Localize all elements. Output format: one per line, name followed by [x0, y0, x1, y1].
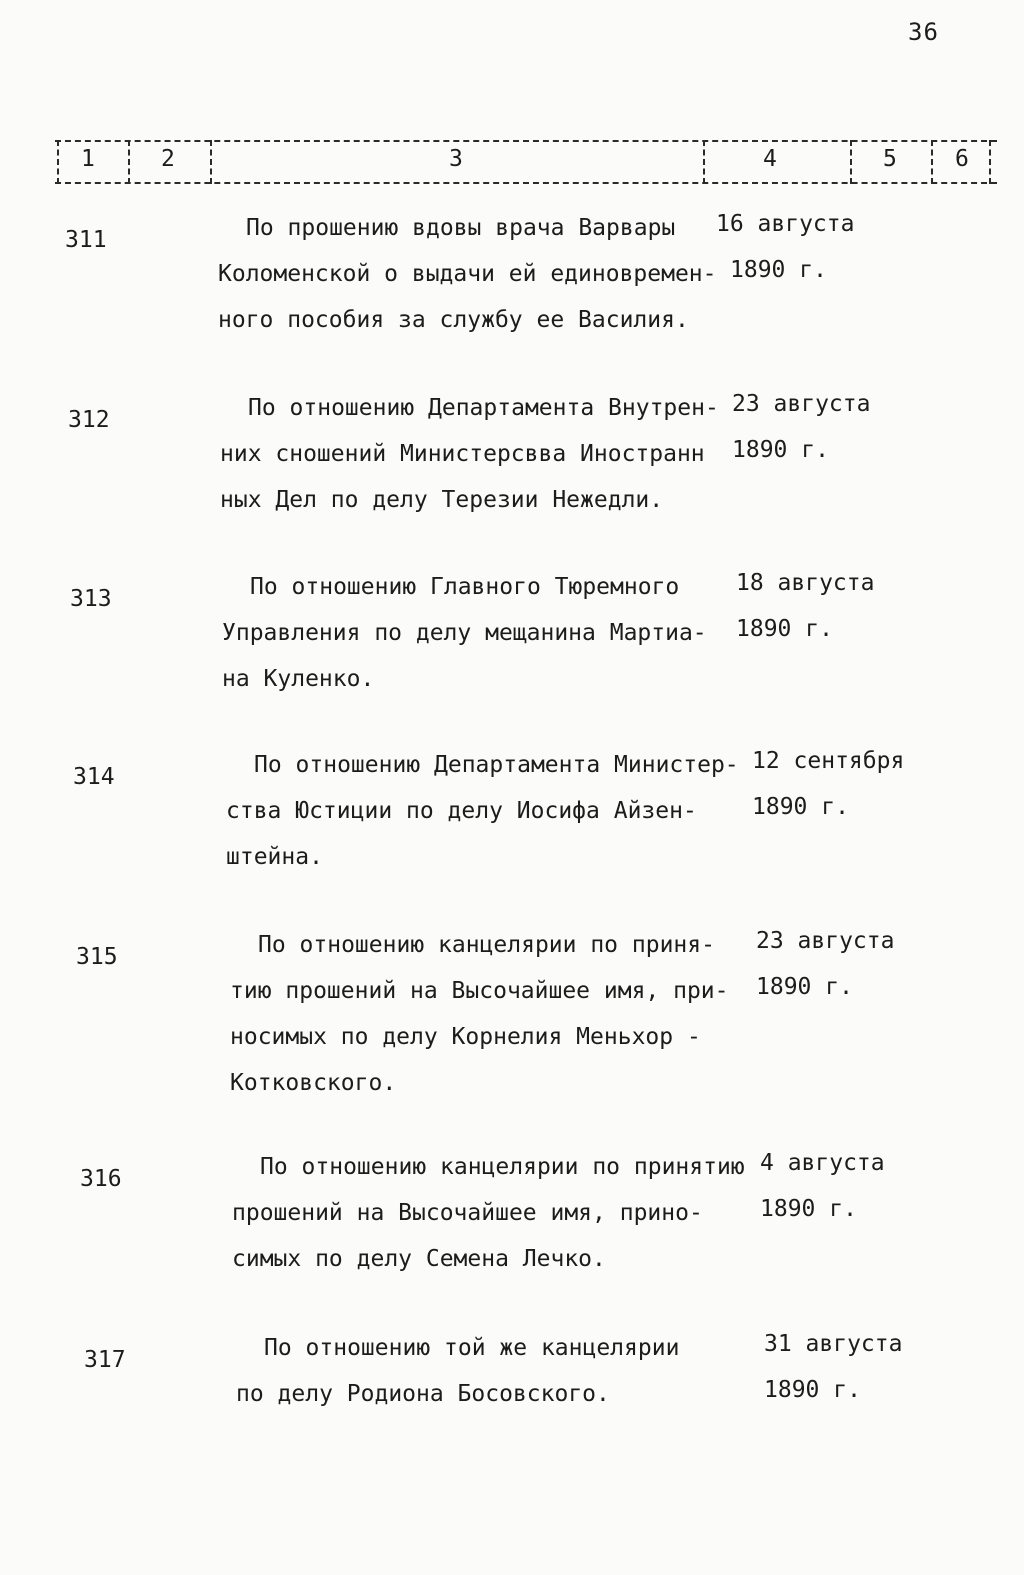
entry-number: 317	[84, 1347, 126, 1373]
entry-description	[218, 205, 717, 343]
entry-number: 313	[70, 586, 112, 612]
column-separator	[210, 140, 212, 184]
description-line: По отношению канцелярии по приня-	[258, 932, 715, 958]
date-line: 23 августа	[756, 928, 895, 954]
description-line: По отношению Департамента Внутрен-	[248, 395, 719, 421]
page-number: 36	[908, 18, 939, 46]
date-line: 1890 г.	[760, 1196, 857, 1222]
date-line: 1890 г.	[764, 1377, 861, 1403]
entry-description	[226, 742, 739, 880]
entry-date	[764, 1321, 902, 1413]
column-header-4: 4	[763, 146, 777, 172]
entry-date	[756, 918, 894, 1010]
column-header-5: 5	[883, 146, 897, 172]
date-line: 4 августа	[760, 1150, 885, 1176]
header-bottom-rule	[55, 182, 997, 184]
date-line: 1890 г.	[756, 974, 853, 1000]
entry-date	[736, 560, 874, 652]
description-line: прошений на Высочайшее имя, прино-	[232, 1200, 703, 1226]
column-separator	[850, 140, 852, 184]
entry-description	[236, 1325, 679, 1417]
table-header	[55, 136, 997, 188]
description-line: ного пособия за службу ее Василия.	[218, 307, 689, 333]
column-header-1: 1	[81, 146, 95, 172]
date-line: 16 августа	[716, 211, 855, 237]
description-line: по делу Родиона Босовского.	[236, 1381, 610, 1407]
entry-number: 312	[68, 407, 110, 433]
column-separator	[128, 140, 130, 184]
description-line: По отношению Главного Тюремного	[250, 574, 680, 600]
column-separator	[931, 140, 933, 184]
description-line: ных Дел по делу Терезии Нежедли.	[220, 487, 664, 513]
column-header-2: 2	[161, 146, 175, 172]
date-line: 1890 г.	[732, 437, 829, 463]
date-line: 23 августа	[732, 391, 871, 417]
entry-description	[232, 1144, 745, 1282]
description-line: По отношению Департамента Министер-	[254, 752, 739, 778]
entry-date	[732, 381, 870, 473]
entry-description	[230, 922, 729, 1106]
description-line: носимых по делу Корнелия Меньхор -	[230, 1024, 701, 1050]
column-separator	[57, 140, 59, 184]
date-line: 31 августа	[764, 1331, 903, 1357]
header-top-rule	[55, 140, 997, 142]
column-separator	[703, 140, 705, 184]
description-line: штейна.	[226, 844, 323, 870]
date-line: 18 августа	[736, 570, 875, 596]
entry-date	[752, 738, 904, 830]
column-header-6: 6	[955, 146, 969, 172]
description-line: По отношению той же канцелярии	[264, 1335, 680, 1361]
description-line: По отношению канцелярии по принятию	[260, 1154, 745, 1180]
column-header-3: 3	[449, 146, 463, 172]
entry-number: 311	[65, 227, 107, 253]
entry-description	[220, 385, 719, 523]
entry-description	[222, 564, 707, 702]
description-line: Управления по делу мещанина Мартиа-	[222, 620, 707, 646]
entry-number: 316	[80, 1166, 122, 1192]
column-separator	[989, 140, 991, 184]
description-line: симых по делу Семена Лечко.	[232, 1246, 606, 1272]
description-line: По прошению вдовы врача Варвары	[246, 215, 676, 241]
description-line: Котковского.	[230, 1070, 397, 1096]
date-line: 1890 г.	[736, 616, 833, 642]
entry-number: 314	[73, 764, 115, 790]
entry-date	[760, 1140, 885, 1232]
date-line: 12 сентября	[752, 748, 905, 774]
description-line: на Куленко.	[222, 666, 375, 692]
date-line: 1890 г.	[730, 257, 827, 283]
entry-date	[716, 201, 854, 293]
date-line: 1890 г.	[752, 794, 849, 820]
description-line: ства Юстиции по делу Иосифа Айзен-	[226, 798, 697, 824]
description-line: тию прошений на Высочайшее имя, при-	[230, 978, 729, 1004]
entry-number: 315	[76, 944, 118, 970]
description-line: них сношений Министерсвва Иностранн	[220, 441, 705, 467]
description-line: Коломенской о выдачи ей единовремен-	[218, 261, 717, 287]
